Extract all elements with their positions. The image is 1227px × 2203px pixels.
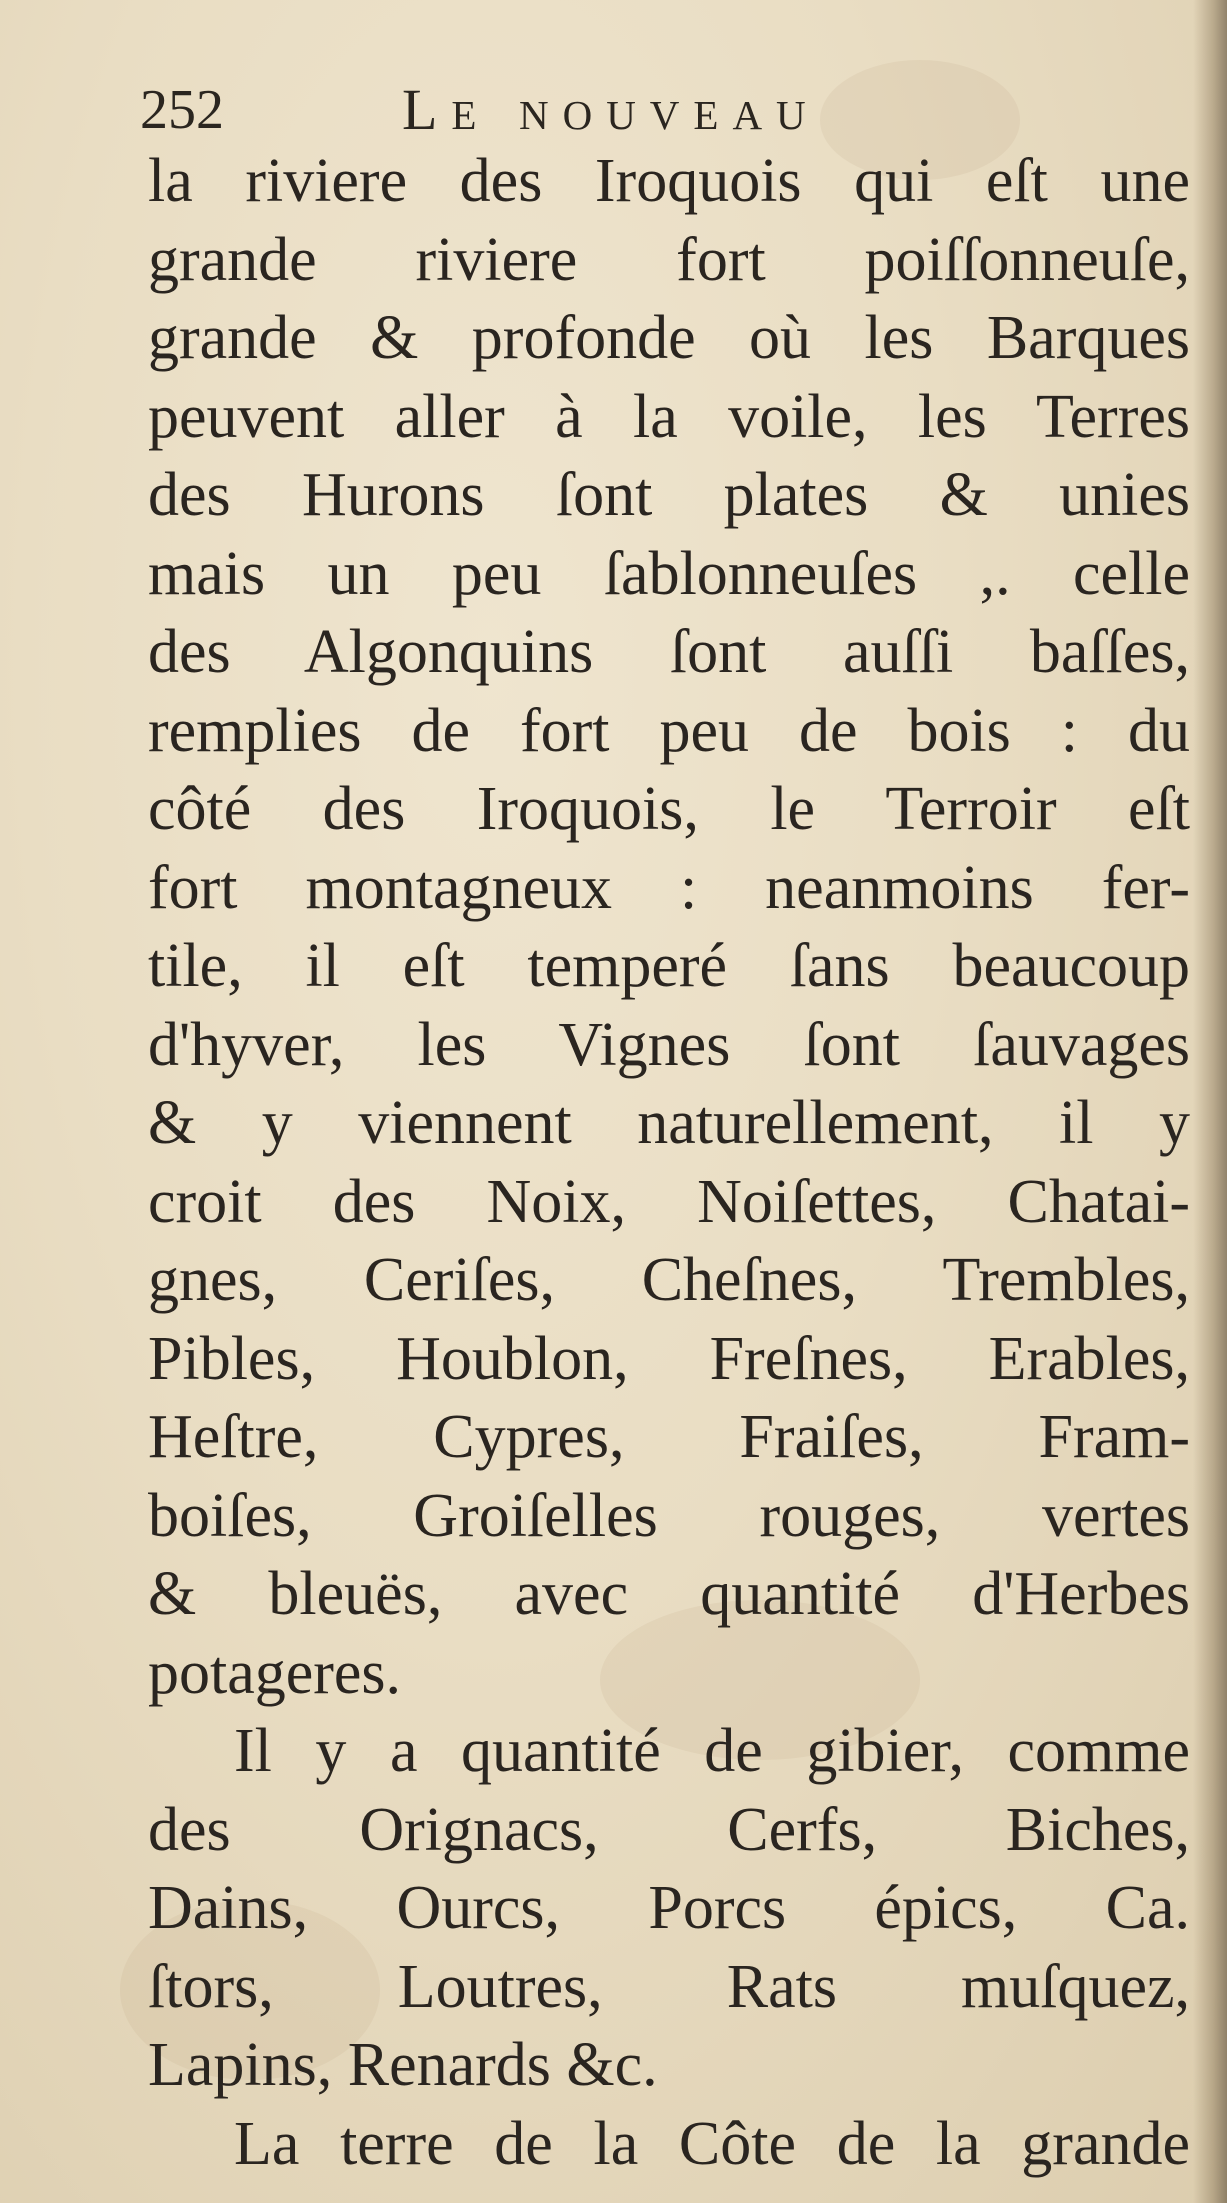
text-line: La terre de la Côte de la grande [234, 2109, 1190, 2178]
text-line: la riviere des Iroquois qui eſt une [148, 147, 1190, 215]
text-line: ſtors, Loutres, Rats muſquez, [148, 1952, 1190, 2021]
text-line: Pibles, Houblon, Freſnes, Erables, [148, 1324, 1190, 1393]
page-number: 252 [140, 79, 224, 141]
text-line: & y viennent naturellement, il y [148, 1089, 1190, 1157]
text-line: des Hurons ſont plates & unies [148, 461, 1190, 529]
page-header [140, 70, 1190, 150]
text-line: peuvent aller à la voile, les Terres [148, 382, 1190, 451]
text-line: fort montagneux : neanmoins fer- [148, 853, 1190, 922]
text-line: Dains, Ourcs, Porcs épics, Ca. [148, 1874, 1190, 1942]
running-title: Le nouveau [402, 77, 820, 142]
text-line: Il y a quantité de gibier, comme [234, 1717, 1190, 1785]
text-line: mais un peu ſablonneuſes ,. celle [148, 539, 1190, 608]
text-line: remplies de fort peu de bois : du [148, 696, 1190, 765]
text-line: des Orignacs, Cerfs, Biches, [148, 1795, 1190, 1864]
text-line: des Algonquins ſont auſſi baſſes, [148, 618, 1190, 686]
text-line: & bleuës, avec quantité d'Herbes [148, 1560, 1190, 1628]
text-line: Heſtre, Cypres, Fraiſes, Fram- [148, 1403, 1190, 1471]
text-line: côté des Iroquois, le Terroir eſt [148, 775, 1190, 843]
text-line: gnes, Ceriſes, Cheſnes, Trembles, [148, 1246, 1190, 1314]
text-line: croit des Noix, Noiſettes, Chatai- [148, 1167, 1190, 1236]
text-line: d'hyver, les Vignes ſont ſauvages [148, 1010, 1190, 1079]
text-line: tile, il eſt temperé ſans beaucoup [148, 932, 1190, 1000]
text-line: grande riviere fort poiſſonneuſe, [148, 225, 1190, 294]
text-line: boiſes, Groiſelles rouges, vertes [148, 1481, 1190, 1550]
text-line: grande & profonde où les Barques [148, 304, 1190, 372]
page-gutter-shadow [1193, 0, 1227, 2203]
text-line: potageres. [148, 1638, 402, 1707]
text-line: Lapins, Renards &c. [148, 2031, 658, 2099]
body-text [148, 142, 1190, 2183]
